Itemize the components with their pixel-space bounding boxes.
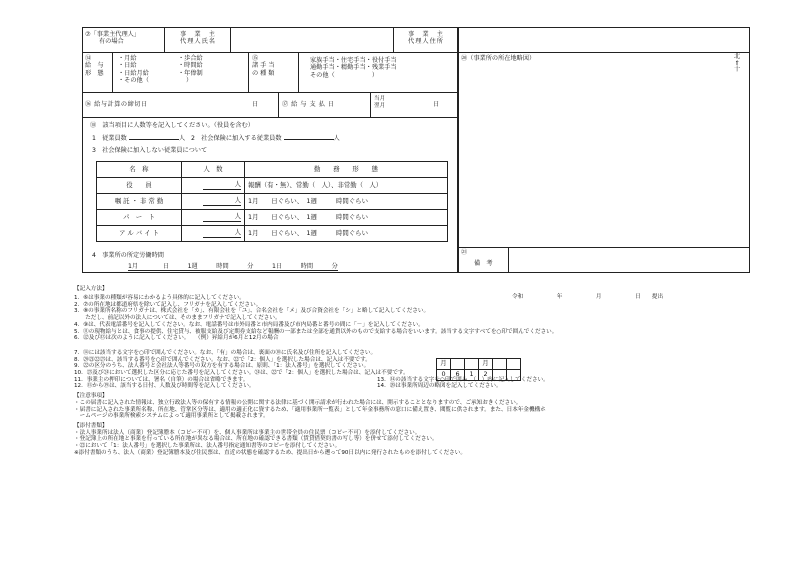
row-form[interactable]: 1月 日ぐらい、 1週 時間ぐらい [245, 226, 448, 242]
instruction-line: 9．㉒の区分のうち、法人番号と会社法人等番号の双方を有する場合は、原則、「1：法人番号」を選択してください。 [74, 363, 370, 370]
row-form[interactable]: 報酬（有・無）、常勤（ 人）、非常勤（ 人） [245, 178, 448, 194]
attachment-line: ・登記簿上の所在地と事業を行っている所在地が異なる場合は、所在地の確認できる書類（賃貸借契約書の写し等）を併せて添付してください。 [74, 436, 438, 443]
instruction-line: 5．⑪の現物給与とは、食事の提供、住宅貸与、被服支給及び定期券支給など報酬の一部または全部を通貨以外のもので支給する場合をいいます。該当する文字すべてを○印で囲んでください。 [74, 328, 558, 335]
q18-item4: 4 事業所の所定労働時間 [92, 252, 164, 259]
notice-title: 【注意事項】 [74, 393, 108, 400]
option-annual[interactable]: ・年俸制 [178, 69, 203, 77]
instruction-line: 4．⑨は、代表電話番号を記入してください。なお、電話番号は市外局番と市内局番及び市内局番と番号の間に「－」を記入してください。 [74, 321, 424, 328]
digit-cell [507, 370, 521, 381]
instruction-line: 10．㉓及び㉔において選択した区分に応じた番号を記入してください。㉔は、㉒で「2：個人」を選択した場合は、記入は不要です。 [74, 370, 409, 377]
agent-name-label: 事 業 主 代理人氏名 [180, 31, 216, 46]
agent-name-field[interactable] [236, 30, 388, 50]
row-count-field[interactable]: 人 [203, 197, 241, 206]
attachment-line: ・㉒において「1：法人番号」を選択した事業所は、法人番号指定通知書等のコピーを添付してください。 [74, 443, 341, 450]
row-name: 役 員 [97, 178, 182, 194]
notice-line: ・届書に記入された事業所名称、所在地、管掌区分等は、適用の適正化に資するため、「適用事業所一覧表」として年金事務所の窓口に備え置き、閲覧に供されます。また、日本年金機構ホ [74, 406, 546, 413]
row-form[interactable]: 1月 日ぐらい、 1週 時間ぐらい [245, 194, 448, 210]
closing-day-label: ⑯ 給与計算の締切日 [85, 101, 148, 108]
attachment-line: ※添付書類のうち、法人（商業）登記簿謄本及び住民票は、直近の状態を確認するため、提出日から遡って90日以内に発行されたものを添付してください。 [74, 449, 466, 456]
digit-cell: 1 [465, 370, 479, 381]
instruction-line: 11．事業主の押印については、署名（自筆）の場合は省略できます。 [74, 376, 249, 383]
table-row [97, 210, 448, 226]
row-form[interactable]: 1月 日ぐらい、 1週 時間ぐらい [245, 210, 448, 226]
agent-label: ⑦「事業主代理人」 有の場合 [85, 31, 141, 46]
row-name: 嘱 託 ・ 非 常 勤 [97, 194, 182, 210]
raise-month-example [436, 358, 521, 381]
digit-header-cell: 月 [437, 359, 451, 370]
option-daily-monthly[interactable]: ・日給月給 [118, 69, 149, 77]
table-row [97, 226, 448, 242]
digit-cell: 0 [437, 370, 451, 381]
row-name: ア ル バ イ ト [97, 226, 182, 242]
agent-address-label: 事 業 主 代理人住所 [408, 31, 444, 46]
digit-cell: 6 [451, 370, 465, 381]
instruction-line: 13．⑭の該当する文字を○印で囲み、（ ）内に記入してください。 [377, 376, 549, 383]
allowance-line-1[interactable]: 家族手当・住宅手当・役付手当 [310, 57, 397, 64]
table-header-row [97, 162, 448, 178]
option-commission[interactable]: ・歩合給 [178, 55, 203, 62]
col-form-header: 勤 務 形 態 [245, 162, 448, 178]
option-monthly[interactable]: ・月給 [118, 55, 137, 62]
remarks-number: ㉑ [461, 249, 468, 256]
agent-address-field[interactable] [462, 30, 746, 50]
digit-header-cell [507, 359, 521, 370]
insured-count-field[interactable] [284, 139, 334, 140]
instructions-title: 【記入方法】 [74, 286, 108, 292]
instruction-line: 1．⑥は事業の種類が容易にわかるよう具体的に記入してください。 [74, 295, 245, 301]
notice-line: ームページの事業所検索システムによって適用事業所として掲載されます。 [74, 413, 269, 420]
work-hours-field[interactable]: 1月 日 1週 時間 分 1日 時間 分 [128, 263, 338, 270]
digit-header-cell [451, 359, 465, 370]
map-label: ⑳（事業所の所在地略図） [461, 55, 536, 62]
instruction-line: 2．⑦の所在地は都道府県を除いて記入し、フリガナを記入してください。 [74, 301, 262, 308]
digit-cell [493, 370, 507, 381]
col-count-header: 人 数 [182, 162, 245, 178]
notice-line: ・この届書に記入された情報は、独立行政法人等の保有する情報の公開に関する法律に基づく開示請求が行われた場合には、開示することとなりますので、ご承知おきください。 [74, 399, 522, 406]
option-other[interactable]: ・その他（ ） [118, 77, 193, 85]
attachment-line: ・法人事業所は法人（商業）登記簿謄本（コピー不可）を、個人事業所は事業主の世帯全員の住民票（コピー不可）を添付してください。 [74, 429, 421, 436]
digit-header-cell: 月 [479, 359, 493, 370]
table-row [97, 194, 448, 210]
digit-header-cell [465, 359, 479, 370]
remarks-label: 備 考 [474, 260, 493, 267]
allowance-line-2[interactable]: 通勤手当・精勤手当・残業手当 [310, 64, 397, 72]
digit-cell: 2 [479, 370, 493, 381]
col-name-header: 名 称 [97, 162, 182, 178]
q18-item3: 3 社会保険に加入しない従業員について [92, 147, 208, 154]
closing-day-field[interactable] [190, 96, 248, 113]
payday-label: ⑰ 給 与 支 払 日 [282, 101, 335, 108]
pay-form-label: ⑭ 給 与 形 態 [85, 55, 104, 77]
digit-header-cell [493, 359, 507, 370]
q18-item1: 1 従業員数 人 2 社会保険に加入する従業員数 人 [92, 135, 340, 142]
pay-form-options [118, 55, 246, 85]
attachment-title: 【添付書類】 [74, 422, 108, 429]
submission-date[interactable]: 令和 年 月 日 提出 [512, 294, 664, 300]
payday-field[interactable] [396, 96, 430, 113]
instruction-line: 12．⑮から⑲は、該当する日付、人数及び時間等を記入してください。 [74, 383, 255, 390]
table-row [97, 178, 448, 194]
payday-unit: 日 [433, 101, 440, 108]
q18-header: ⑱ 該当項目に人数等を記入してください。（役員を含む） [90, 122, 254, 129]
instruction-line: 6．⑫及び⑬は次のように記入してください。 （例）昇給月が6月と12月の場合 [74, 335, 279, 342]
option-hourly[interactable]: ・時間給 [178, 62, 203, 70]
north-arrow-icon: 北 ⇑ 十 [734, 53, 741, 73]
allowance-label: ⑮ 諸 手 当 の 種 類 [252, 55, 275, 77]
employee-count-field[interactable] [129, 139, 179, 140]
map-drawing-area[interactable] [462, 66, 746, 244]
remarks-field[interactable] [512, 250, 746, 270]
instruction-line: 7．⑭には該当する文字を○印で囲んでください。なお、「有」の場合は、裏面の⑱に氏名及び住所を記入してください。 [74, 349, 377, 356]
instruction-line: 14．⑳は事業所周辺の略図を記入してください。 [377, 383, 502, 390]
employee-type-table [96, 161, 448, 242]
instruction-line: 3．⑧の事業所名称のフリガナは、株式会社を「カ」、有限会社を「ユ」、合名会社を「メ」及び合資会社を「シ」と略して記入してください。 [74, 308, 430, 315]
row-count-field[interactable]: 人 [203, 229, 241, 238]
allowance-options [310, 57, 397, 79]
option-daily[interactable]: ・日給 [118, 62, 137, 70]
instructions-section [74, 286, 774, 456]
row-count-field[interactable]: 人 [203, 213, 241, 222]
allowance-line-3[interactable]: その他（ ） [310, 71, 379, 79]
payday-month[interactable]: 当月 翌月 [374, 96, 386, 110]
closing-day-unit: 日 [252, 101, 259, 108]
row-name: パ ー ト [97, 210, 182, 226]
row-count-field[interactable]: 人 [203, 181, 241, 190]
instruction-line: ただし、前記以外の法人については、そのままフリガナで記入してください。 [74, 315, 281, 322]
instruction-line: 8．⑳㉑㉒㉓は、該当する番号を○印で囲んでください。なお、㉒で「2：個人」を選択した場合は、記入は不要です。 [74, 356, 371, 363]
